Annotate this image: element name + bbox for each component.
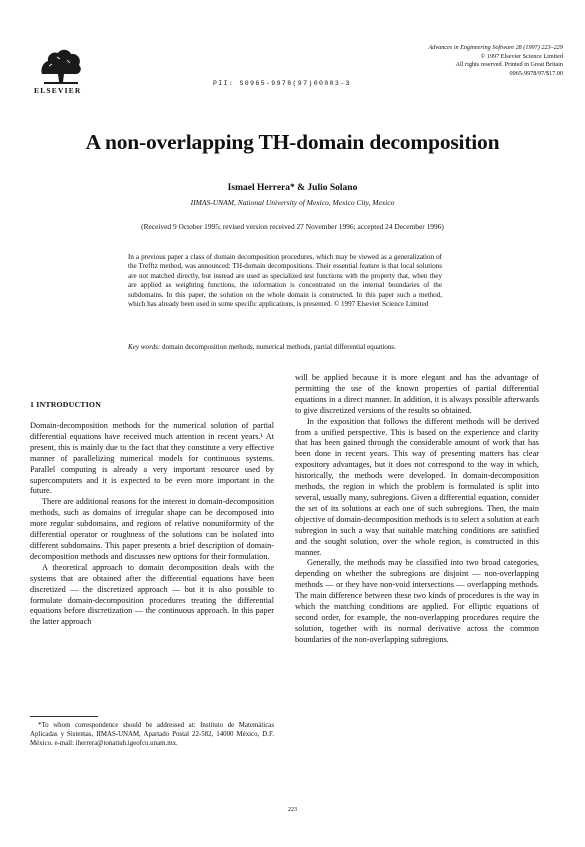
journal-citation: Advances in Engineering Software 28 (1997) 223–229 — [428, 44, 563, 51]
elsevier-tree-logo — [38, 44, 84, 84]
paragraph: Domain-decomposition methods for the numerical solution of partial differential equations have received much attention in recent years.¹ At present, this is mainly due to the fact that they constitute a very effective manner of parallelizing numerical models for continuous systems. Parallel computing is already a very important resource used by supercomputers and it is expected to be even more important in the future. — [30, 421, 274, 496]
keywords-label: Key words: — [128, 343, 161, 351]
right-column — [295, 373, 539, 646]
paragraph: will be applied because it is more elegant and has the advantage of permitting the use of the known properties of partial differential equations in a direct manner. In addition, it is always possible afterwards to give discretized versions of the results so obtained. — [295, 373, 539, 415]
copyright-line: © 1997 Elsevier Science Limited — [480, 52, 563, 60]
page-number: 223 — [287, 806, 298, 813]
keywords — [128, 343, 442, 352]
keywords-text: domain decomposition methods, numerical methods, partial differential equations. — [162, 343, 396, 351]
paragraph: In the exposition that follows the different methods will be derived from a unified perspective. This is based on the experience and clarity that has been gained through the considerable amount of work that has been done in recent years. This way of presenting matters has clear expository advantages, but it does not correspond to the way in which, historically, the methods were developed. In domain-decomposition methods, the region in which the problem is formulated is split into several, usually many, subregions. Given a differential equation, consider the set of its solutions at each one of such subregions. Then, the main objective of domain-decomposition methods is to select a solution at each subregion in such a way that suitable matching conditions are satisfied and the sought solution, over the whole region, is constructed in this manner. — [295, 416, 539, 557]
received-dates: (Received 9 October 1995; revised version received 27 November 1996; accepted 24 December 1996) — [141, 222, 444, 231]
footnote-rule — [30, 716, 98, 717]
paragraph: Generally, the methods may be classified into two broad categories, depending on whether the subregions are disjoint — non-overlapping methods — or they have non-void intersections — overlapping methods. The main difference between these two kinds of procedures is the way in which the matching conditions are applied. For elliptic equations of second order, for example, the non-overlapping procedures require the solution, together with its normal derivative across the common boundaries of the non-overlapping subregions. — [295, 558, 539, 644]
pii-code: PII: S0965-9978(97)00003-3 — [213, 80, 351, 87]
footnote: *To whom correspondence should be addressed at: Instituto de Matemáticas Aplicadas y Sistemas, IIMAS-UNAM, Apartado Postal 22-582, 14000 México, D.F. México. e-mail: iherrera@tonatiuh.igeofcu.unam.mx. — [30, 722, 274, 747]
paragraph: A theoretical approach to domain decomposition deals with the systems that are obtained after the differential equations have been discretized — the discretized approach — but it is also possible to formulate domain-decomposition procedures treating the differential equations before discretization — the continuous approach. In this paper the latter approach — [30, 562, 274, 627]
publisher-name: ELSEVIER — [34, 86, 82, 95]
left-column — [30, 421, 274, 628]
abstract: In a previous paper a class of domain decomposition procedures, which may be viewed as a generalization of the Trefftz method, was announced: TH-domain decompositions. Their essential feature is that local solutions are not matched directly, but instead are used as specialized test functions with the property that, when they are applied as weighting functions, the information is concentrated on the internal boundaries of the subdomains. In this paper, the solution on the whole domain is constructed. In this paper such a method, which has already been used in some specific applications, is presented. © 1997 Elsevier Science Limited — [128, 253, 442, 309]
paper-title: A non-overlapping TH-domain decomposition — [85, 130, 500, 154]
authors: Ismael Herrera* & Julio Solano — [227, 183, 358, 193]
rights-line: All rights reserved. Printed in Great Britain — [455, 61, 563, 69]
section-heading: 1 INTRODUCTION — [30, 400, 102, 409]
journal-info — [333, 44, 563, 78]
affiliation: IIMAS-UNAM, National University of Mexico, Mexico City, Mexico — [190, 198, 395, 207]
issn-line: 0965-9978/97/$17.00 — [509, 69, 563, 77]
paragraph: There are additional reasons for the interest in domain-decomposition methods, such as domains of irregular shape can be decomposed into more regular subdomains, and regions of relative nonuniformity of the differential operator or roughness of the solutions can be isolated into different subdomains. This paper presents a brief description of domain-decomposition methods and discusses new options for their formulation. — [30, 497, 274, 561]
